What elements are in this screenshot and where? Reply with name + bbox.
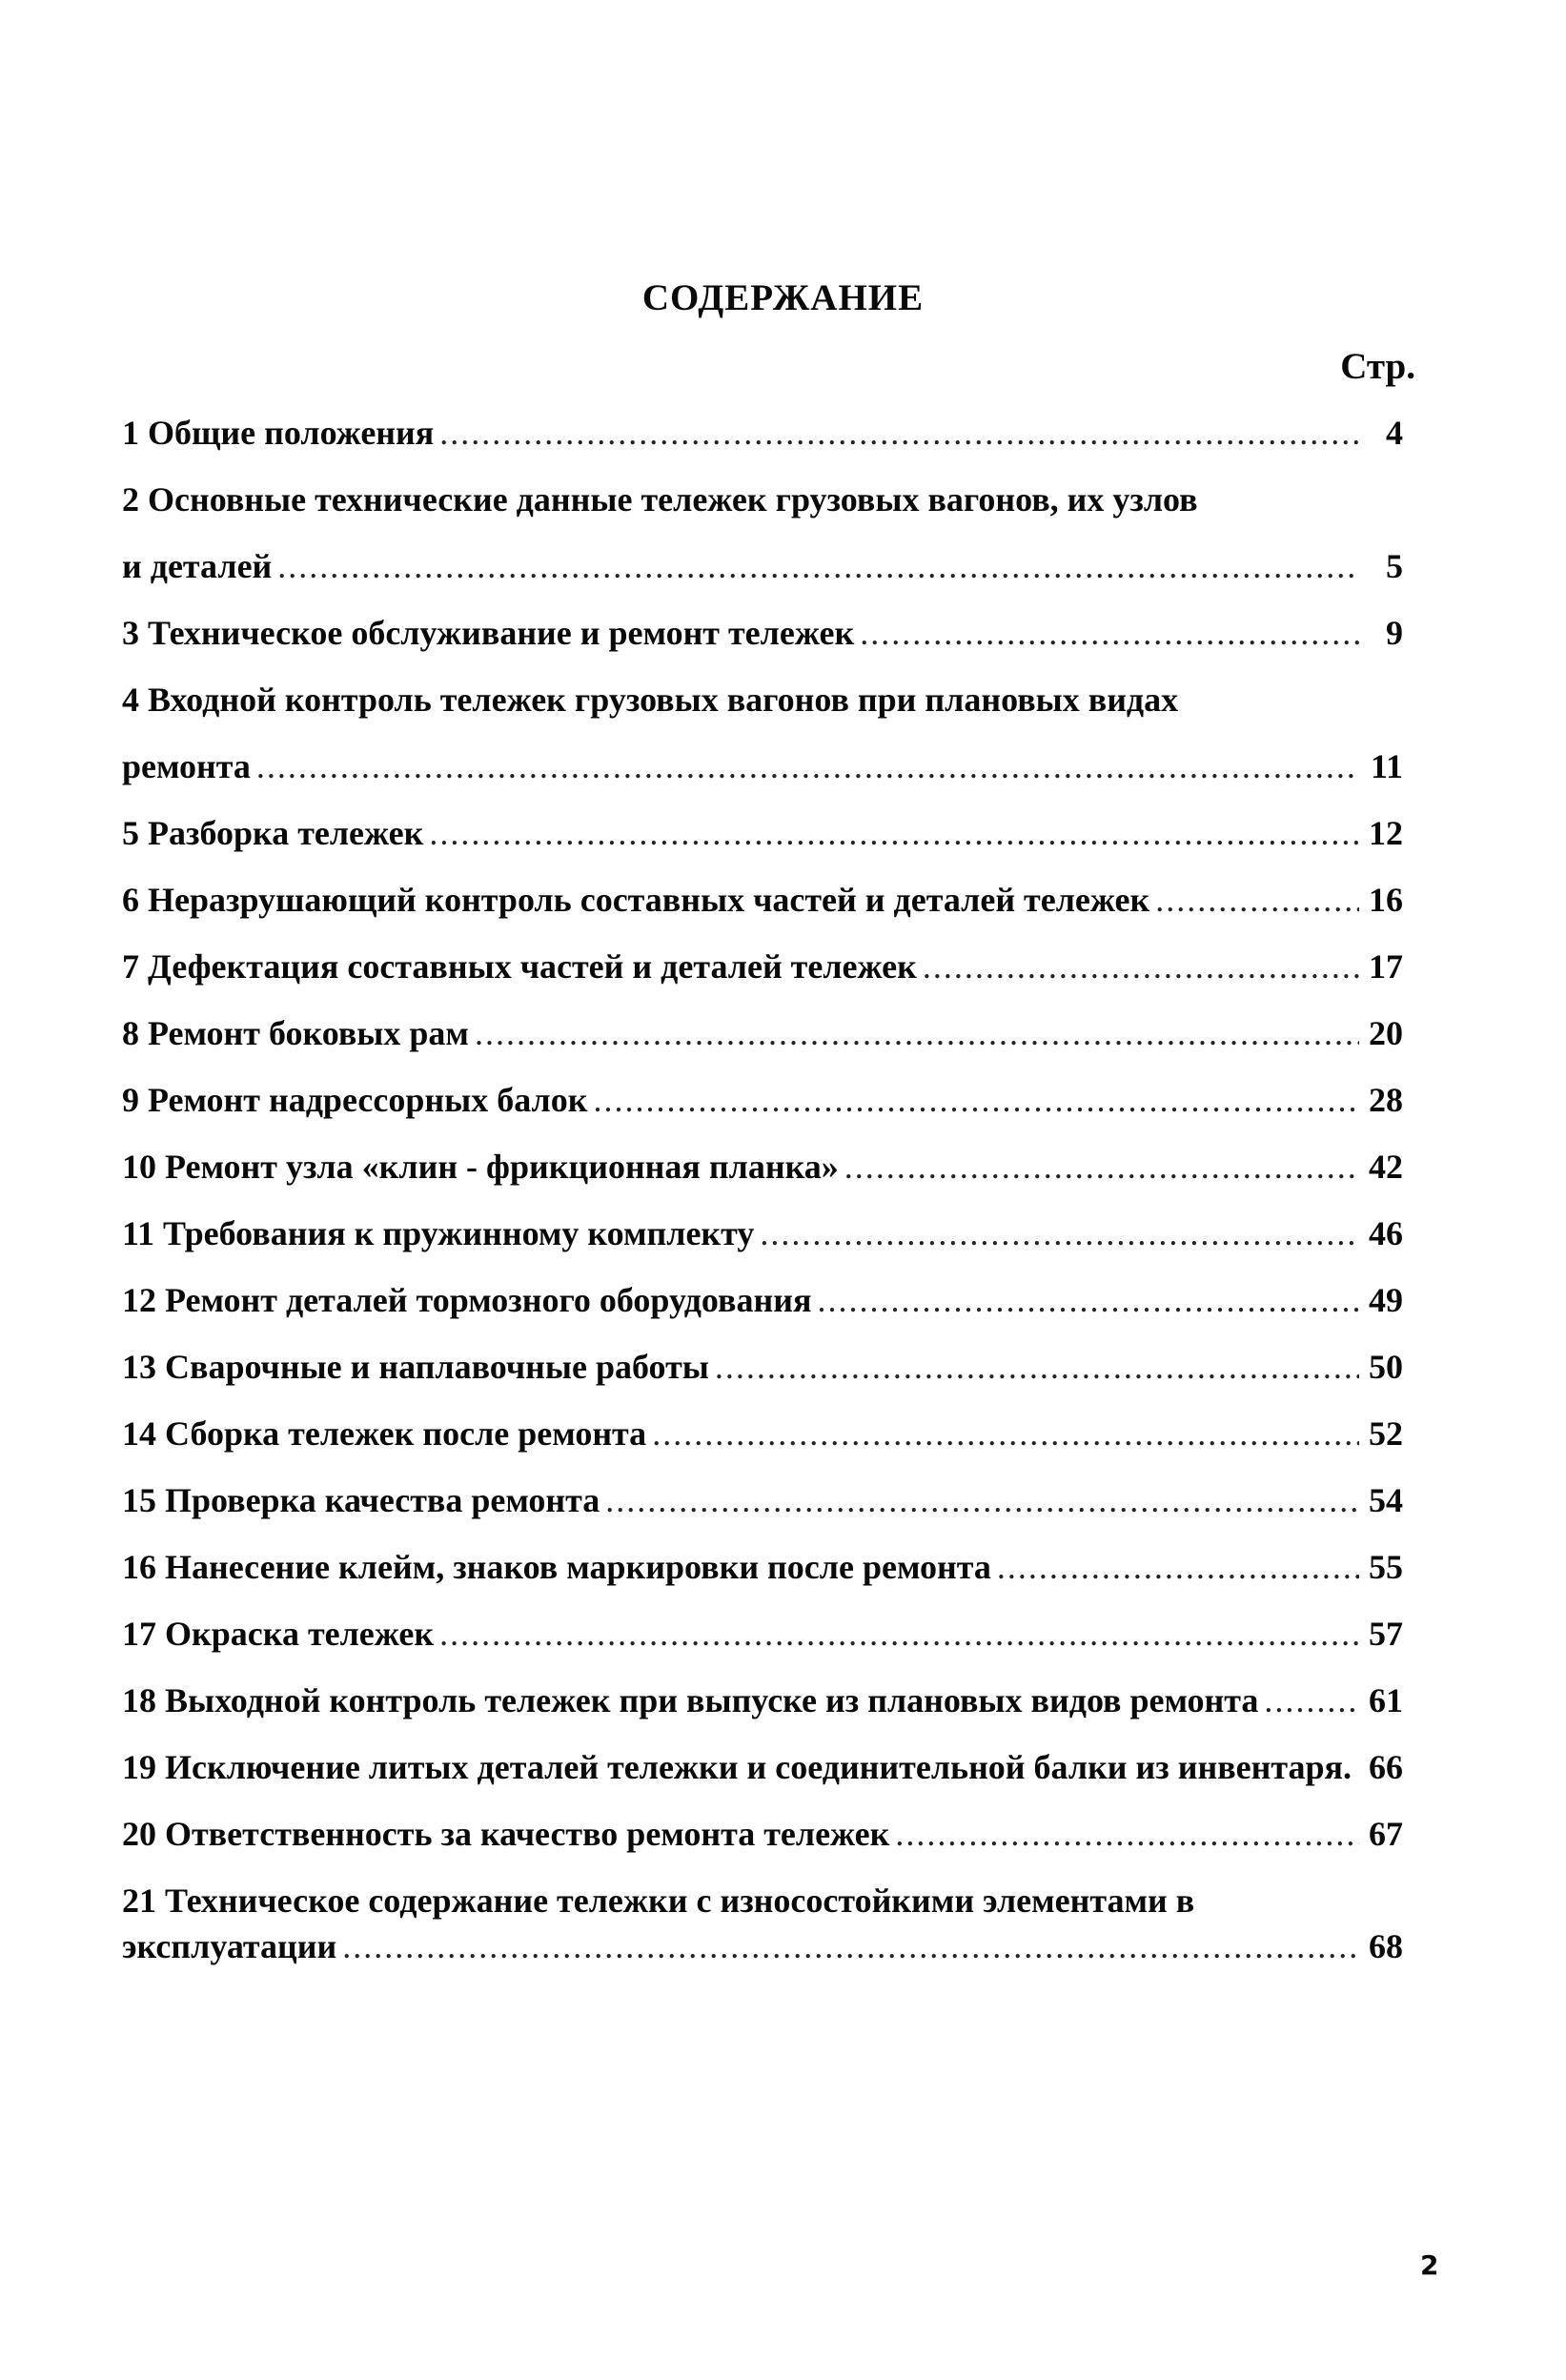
toc-entry-12[interactable] [122,1277,1403,1323]
toc-entry-5[interactable] [122,810,1403,856]
dot-leader [475,1010,1359,1056]
toc-entry-page: 28 [1369,1081,1403,1119]
toc-entry-page: 67 [1369,1815,1403,1853]
table-of-contents [122,410,1403,1969]
dot-leader [439,1611,1359,1657]
toc-entry-page: 9 [1386,614,1403,652]
toc-entry-page: 20 [1369,1014,1403,1052]
toc-entry-title-line2: и деталей [122,547,273,585]
toc-entry-20[interactable] [122,1811,1403,1857]
toc-entry-title: 3 Техническое обслуживание и ремонт тележек [122,614,855,652]
toc-entry-title: 8 Ремонт боковых рам [122,1014,469,1052]
dot-leader [605,1477,1359,1523]
toc-entry-title-line2: эксплуатации [122,1927,337,1965]
toc-entry-7[interactable] [122,944,1403,989]
toc-entry-page: 57 [1369,1615,1403,1653]
toc-entry-title: 10 Ремонт узла «клин - фрикционная планка» [122,1148,839,1186]
dot-leader [860,610,1359,656]
toc-entry-title-line1: 21 Техническое содержание тележки с износостойкими элементами в [122,1882,1195,1920]
toc-entry-title: 15 Проверка качества ремонта [122,1481,600,1519]
toc-entry-13[interactable] [122,1344,1403,1390]
toc-entry-11[interactable] [122,1210,1403,1256]
toc-entry-title-line1: 2 Основные технические данные тележек грузовых вагонов, их узлов [122,480,1198,519]
dot-leader [277,543,1359,589]
toc-entry-14[interactable] [122,1411,1403,1456]
toc-entry-title: 1 Общие положения [122,414,435,452]
dot-leader [1155,877,1359,923]
dot-leader [895,1811,1359,1857]
toc-entry-title: 19 Исключение литых деталей тележки и соединительной балки из инвентаря. [122,1748,1352,1786]
toc-entry-title: 9 Ремонт надрессорных балок [122,1081,588,1119]
dot-leader [342,1923,1359,1969]
toc-entry-page: 68 [1369,1927,1403,1965]
toc-entry-page: 4 [1386,414,1403,452]
toc-entry-title: 12 Ремонт деталей тормозного оборудования [122,1281,812,1319]
toc-entry-page: 11 [1370,747,1403,785]
toc-entry-title: 5 Разборка тележек [122,814,424,852]
toc-entry-title: 17 Окраска тележек [122,1615,435,1653]
toc-entry-title: 18 Выходной контроль тележек при выпуске из плановых видов ремонта [122,1681,1259,1719]
toc-entry-page: 50 [1369,1348,1403,1386]
page-title: СОДЕРЖАНИЕ [641,277,925,318]
toc-entry-page: 46 [1369,1214,1403,1252]
dot-leader [997,1544,1359,1590]
toc-entry-21[interactable] [122,1878,1403,1969]
toc-entry-page: 42 [1369,1148,1403,1186]
toc-entry-title-line2: ремонта [122,747,251,785]
toc-entry-18[interactable] [122,1678,1403,1723]
toc-entry-page: 49 [1369,1281,1403,1319]
dot-leader [429,810,1359,856]
toc-entry-16[interactable] [122,1544,1403,1590]
toc-entry-title-line1: 4 Входной контроль тележек грузовых вагонов при плановых видах [122,681,1179,719]
dot-leader [923,944,1359,989]
dot-leader [1264,1678,1359,1723]
dot-leader [652,1411,1359,1456]
toc-entry-page: 5 [1386,547,1403,585]
toc-entry-title: 7 Дефектация составных частей и деталей тележек [122,947,917,986]
toc-entry-title: 6 Неразрушающий контроль составных частей и деталей тележек [122,881,1150,919]
dot-leader [256,743,1359,789]
toc-entry-page: 61 [1369,1681,1403,1719]
toc-entry-8[interactable] [122,1010,1403,1056]
toc-entry-4[interactable] [122,677,1403,789]
toc-entry-page: 17 [1369,947,1403,986]
toc-entry-1[interactable] [122,410,1403,456]
toc-entry-page: 12 [1369,814,1403,852]
toc-entry-15[interactable] [122,1477,1403,1523]
toc-entry-title: 20 Ответственность за качество ремонта тележек [122,1815,890,1853]
toc-entry-page: 54 [1369,1481,1403,1519]
toc-entry-9[interactable] [122,1077,1403,1123]
toc-entry-10[interactable] [122,1144,1403,1190]
dot-leader [593,1077,1359,1123]
toc-entry-3[interactable] [122,610,1403,656]
toc-entry-title: 14 Сборка тележек после ремонта [122,1414,647,1453]
page-column-label: Стр. [1340,346,1415,387]
dot-leader [817,1277,1359,1323]
toc-entry-page: 16 [1369,881,1403,919]
dot-leader [760,1210,1359,1256]
toc-entry-page: 52 [1369,1414,1403,1453]
toc-entry-6[interactable] [122,877,1403,923]
dot-leader [1357,1744,1359,1790]
page-number: 2 [1420,2249,1439,2281]
toc-entry-2[interactable] [122,477,1403,589]
toc-entry-page: 66 [1369,1748,1403,1786]
toc-entry-title: 16 Нанесение клейм, знаков маркировки после ремонта [122,1548,991,1586]
toc-entry-title: 11 Требования к пружинному комплекту [122,1214,755,1252]
dot-leader [439,410,1359,456]
dot-leader [715,1344,1359,1390]
toc-entry-title: 13 Сварочные и наплавочные работы [122,1348,709,1386]
toc-entry-17[interactable] [122,1611,1403,1657]
toc-entry-19[interactable] [122,1744,1403,1790]
dot-leader [844,1144,1359,1190]
toc-entry-page: 55 [1369,1548,1403,1586]
